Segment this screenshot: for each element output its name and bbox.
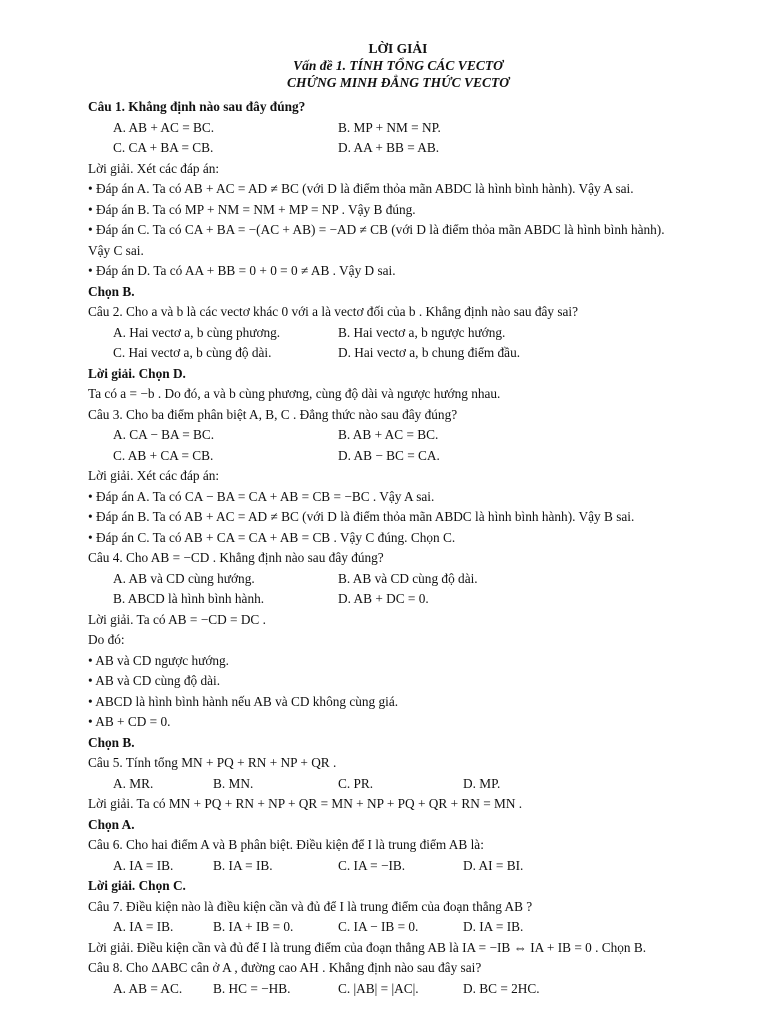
option-c: C. |AB| = |AC|. [338, 980, 419, 996]
question-1 [88, 97, 708, 302]
solution-line: • AB và CD cùng độ dài. [88, 673, 221, 688]
option-a: A. IA = IB. [113, 857, 174, 873]
question-3 [88, 405, 708, 549]
solution-line: • AB + CD = 0. [88, 714, 171, 729]
option-c: C. IA − IB = 0. [338, 919, 419, 934]
solution-line: • Đáp án C. Ta có CA + BA = −(AC + AB) = −AD ≠ CB (với D là điểm thỏa mãn ABDC là hình bình hành). [88, 222, 665, 237]
page-title: LỜI GIẢI [368, 41, 428, 56]
question-4 [88, 548, 708, 753]
option-c: C. CA + BA = CB. [113, 140, 214, 155]
answer-options [88, 425, 708, 466]
option-d: D. BC = 2HC. [463, 980, 540, 996]
option-a: A. CA − BA = BC. [113, 427, 215, 442]
solution-line: • ABCD là hình bình hành nếu AB và CD không cùng giá. [88, 693, 399, 709]
section-title: Vấn đề 1. TÍNH TỔNG CÁC VECTƠ [293, 58, 503, 73]
question-8 [88, 958, 708, 999]
option-b: B. MP + NM = NP. [338, 119, 441, 135]
option-d: D. AB − BC = CA. [338, 447, 440, 463]
option-c: B. ABCD là hình bình hành. [113, 591, 265, 606]
question-text: Câu 4. Cho AB = −CD . Khẳng định nào sau đây đúng? [88, 550, 384, 565]
answer-options [88, 979, 708, 1000]
answer-options [88, 856, 708, 877]
solution-line: • Đáp án D. Ta có AA + BB = 0 + 0 = 0 ≠ AB . Vậy D sai. [88, 263, 396, 278]
answer-options [88, 569, 708, 610]
solution-heading: Lời giải. Chọn D. [88, 365, 186, 381]
option-c: C. Hai vectơ a, b cùng độ dài. [113, 345, 272, 360]
answer-choice: Chọn B. [88, 283, 135, 299]
solution-line: Lời giải. Điều kiện cần và đủ để I là trung điểm của đoạn thẳng AB là IA = −IB ⇔ IA + IB = 0 . Chọn B. [88, 939, 647, 955]
solution-heading: Lời giải. Xét các đáp án: [88, 468, 220, 483]
solution-line: Ta có a = −b . Do đó, a và b cùng phương, cùng độ dài và ngược hướng nhau. [88, 386, 501, 401]
option-d: D. MP. [463, 775, 501, 791]
question-6 [88, 835, 708, 897]
solution-heading: Lời giải. Xét các đáp án: [88, 160, 220, 176]
option-b: B. AB + AC = BC. [338, 427, 439, 442]
option-b: B. MN. [213, 775, 254, 791]
question-2 [88, 302, 708, 405]
option-b: B. IA + IB = 0. [213, 919, 294, 934]
option-a: A. AB = AC. [113, 980, 183, 996]
answer-options [88, 323, 708, 364]
answer-choice: Chọn B. [88, 734, 135, 750]
solution-line: • Đáp án A. Ta có CA − BA = CA + AB = CB = −BC . Vậy A sai. [88, 488, 435, 504]
option-d: D. Hai vectơ a, b chung điểm đầu. [338, 345, 521, 360]
option-a: A. Hai vectơ a, b cùng phương. [113, 324, 281, 340]
option-c: C. AB + CA = CB. [113, 447, 214, 463]
option-a: A. AB và CD cùng hướng. [113, 570, 255, 586]
question-7 [88, 897, 708, 959]
option-d: D. AB + DC = 0. [338, 591, 429, 606]
question-text: Câu 2. Cho a và b là các vectơ khác 0 với a là vectơ đối của b . Khẳng định nào sau đây sai? [88, 304, 579, 319]
option-c: C. IA = −IB. [338, 857, 406, 873]
question-5 [88, 753, 708, 835]
question-text: Câu 3. Cho ba điểm phân biệt A, B, C . Đẳng thức nào sau đây đúng? [88, 406, 458, 422]
option-a: A. IA = IB. [113, 919, 174, 934]
option-d: D. IA = IB. [463, 919, 524, 934]
solution-heading: Lời giải. Chọn C. [88, 878, 186, 893]
option-b: B. AB và CD cùng độ dài. [338, 570, 478, 586]
solution-line: • Đáp án B. Ta có AB + AC = AD ≠ BC (với D là điểm thỏa mãn ABDC là hình bình hành). Vậy B sai. [88, 509, 635, 524]
question-text: Câu 7. Điều kiện nào là điều kiện cần và đủ để I là trung điểm của đoạn thẳng AB ? [88, 898, 533, 914]
section-subtitle: CHỨNG MINH ĐẲNG THỨC VECTƠ [287, 75, 509, 90]
option-b: B. HC = −HB. [213, 980, 291, 996]
solution-line: • Đáp án B. Ta có MP + NM = NM + MP = NP . Vậy B đúng. [88, 201, 416, 217]
question-text: Câu 5. Tính tổng MN + PQ + RN + NP + QR . [88, 755, 337, 770]
answer-options [88, 774, 708, 795]
option-a: A. MR. [113, 775, 154, 791]
answer-options [88, 917, 708, 938]
option-d: D. AI = BI. [463, 857, 524, 873]
solution-line: Lời giải. Ta có MN + PQ + RN + NP + QR = MN + NP + PQ + QR + RN = MN . [88, 796, 523, 811]
option-c: C. PR. [338, 775, 374, 791]
option-b: B. Hai vectơ a, b ngược hướng. [338, 324, 506, 340]
solution-line: • Đáp án C. Ta có AB + CA = CA + AB = CB . Vậy C đúng. Chọn C. [88, 529, 456, 545]
solution-line: • Đáp án A. Ta có AB + AC = AD ≠ BC (với D là điểm thỏa mãn ABDC là hình bình hành). Vậy A sai. [88, 181, 634, 196]
question-text: Câu 8. Cho ΔABC cân ở A , đường cao AH . Khẳng định nào sau đây sai? [88, 960, 482, 975]
question-text: Câu 6. Cho hai điểm A và B phân biệt. Điều kiện để I là trung điểm AB là: [88, 837, 484, 852]
document-page [88, 40, 708, 999]
option-a: A. AB + AC = BC. [113, 119, 215, 135]
answer-choice: Chọn A. [88, 816, 135, 832]
solution-heading: Lời giải. Ta có AB = −CD = DC . [88, 611, 266, 627]
solution-line: • AB và CD ngược hướng. [88, 652, 229, 668]
question-text: Câu 1. Khẳng định nào sau đây đúng? [88, 99, 306, 114]
option-b: B. IA = IB. [213, 857, 273, 873]
solution-line: Do đó: [88, 632, 125, 647]
solution-line: Vậy C sai. [88, 242, 144, 258]
option-d: D. AA + BB = AB. [338, 140, 440, 155]
answer-options [88, 118, 708, 159]
document-header [88, 40, 708, 91]
